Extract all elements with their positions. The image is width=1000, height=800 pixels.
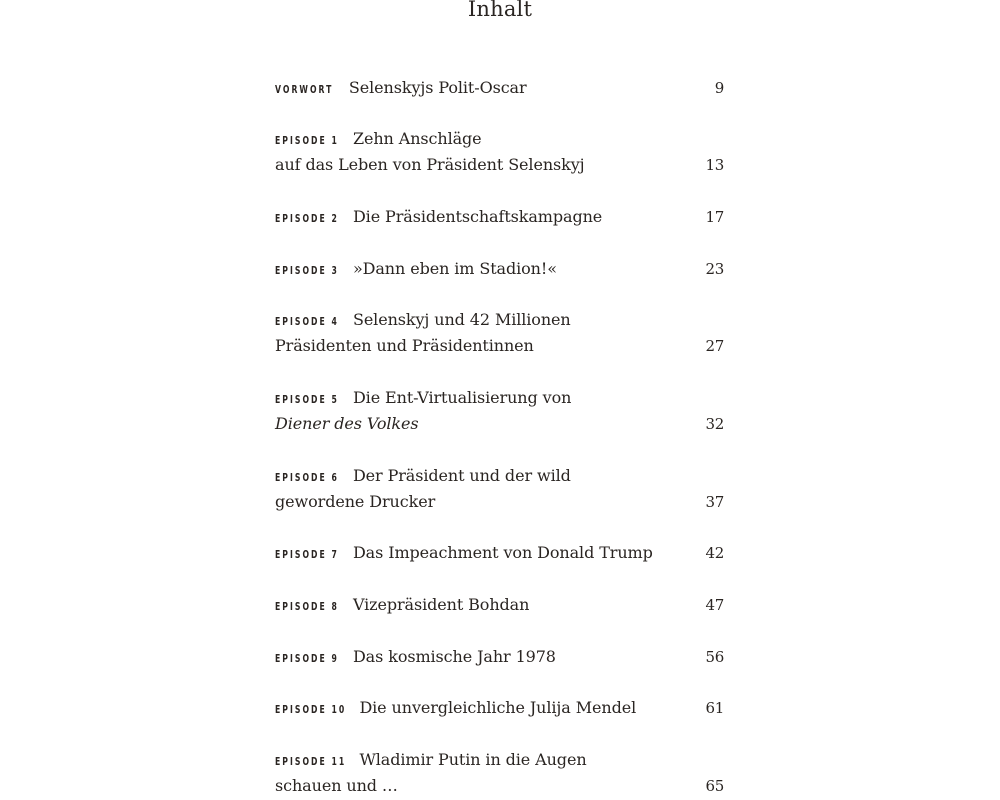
entry-label: EPISODE 1 (275, 134, 339, 147)
page-number: 47 (705, 596, 724, 614)
entry-label: EPISODE 3 (275, 264, 339, 277)
page-number: 56 (705, 648, 724, 666)
entry-label: EPISODE 11 (275, 755, 347, 768)
entry-label: EPISODE 9 (275, 652, 339, 665)
entry-label: EPISODE 10 (275, 703, 347, 716)
series-title-italic: Diener des Volkes (275, 414, 419, 433)
entry-title: Der Präsident und der wild (352, 466, 571, 485)
entry-title: Vizepräsident Bohdan (352, 595, 530, 614)
toc-entry-episode-6 (275, 463, 724, 515)
toc-entry-episode-5 (275, 385, 724, 437)
toc-entry-episode-10 (275, 695, 724, 721)
entry-title: Das kosmische Jahr 1978 (352, 647, 556, 666)
toc-entry-episode-1 (275, 126, 724, 178)
entry-title: Die Präsidentschaftskampagne (352, 207, 603, 226)
toc-entry-episode-4 (275, 307, 724, 359)
entry-title: Die unvergleichliche Julija Mendel (359, 698, 637, 717)
entry-title: Wladimir Putin in die Augen (359, 750, 587, 769)
entry-title: Das Impeachment von Donald Trump (352, 543, 653, 562)
toc-entry-vorwort (275, 75, 724, 101)
page-number: 65 (705, 777, 724, 795)
page-number: 61 (705, 699, 724, 717)
page-number: 17 (705, 208, 724, 226)
page-number: 37 (705, 493, 724, 511)
entry-title-continued: auf das Leben von Präsident Selenskyj (275, 155, 585, 174)
entry-label: EPISODE 2 (275, 212, 339, 225)
page-number: 27 (705, 337, 724, 355)
entry-label: EPISODE 8 (275, 600, 339, 613)
entry-title: »Dann eben im Stadion!« (352, 259, 557, 278)
page-title: Inhalt (467, 0, 533, 21)
entry-label: VORWORT (275, 83, 334, 96)
entry-title-continued: schauen und … (275, 776, 398, 795)
entry-label: EPISODE 5 (275, 393, 339, 406)
toc-entry-episode-11 (275, 747, 724, 799)
entry-title: Die Ent-Virtualisierung von (352, 388, 572, 407)
entry-title: Zehn Anschläge (352, 129, 482, 148)
table-of-contents (275, 0, 724, 800)
page-number: 32 (705, 415, 724, 433)
toc-entry-episode-8 (275, 592, 724, 618)
entry-title-continued (275, 411, 418, 437)
toc-entry-episode-7 (275, 540, 724, 566)
entry-title: Selenskyj und 42 Millionen (352, 310, 571, 329)
page-number: 23 (705, 260, 724, 278)
toc-entry-episode-9 (275, 644, 724, 670)
entry-label: EPISODE 6 (275, 471, 339, 484)
entry-title-continued: gewordene Drucker (275, 492, 436, 511)
page-number: 13 (705, 156, 724, 174)
entry-label: EPISODE 7 (275, 548, 339, 561)
entry-label: EPISODE 4 (275, 315, 339, 328)
page-number: 9 (714, 79, 724, 97)
toc-entry-episode-2 (275, 204, 724, 230)
page-number: 42 (705, 544, 724, 562)
toc-entry-episode-3 (275, 256, 724, 282)
entry-title-continued: Präsidenten und Präsidentinnen (275, 336, 534, 355)
entry-title: Selenskyjs Polit-Oscar (348, 78, 527, 97)
